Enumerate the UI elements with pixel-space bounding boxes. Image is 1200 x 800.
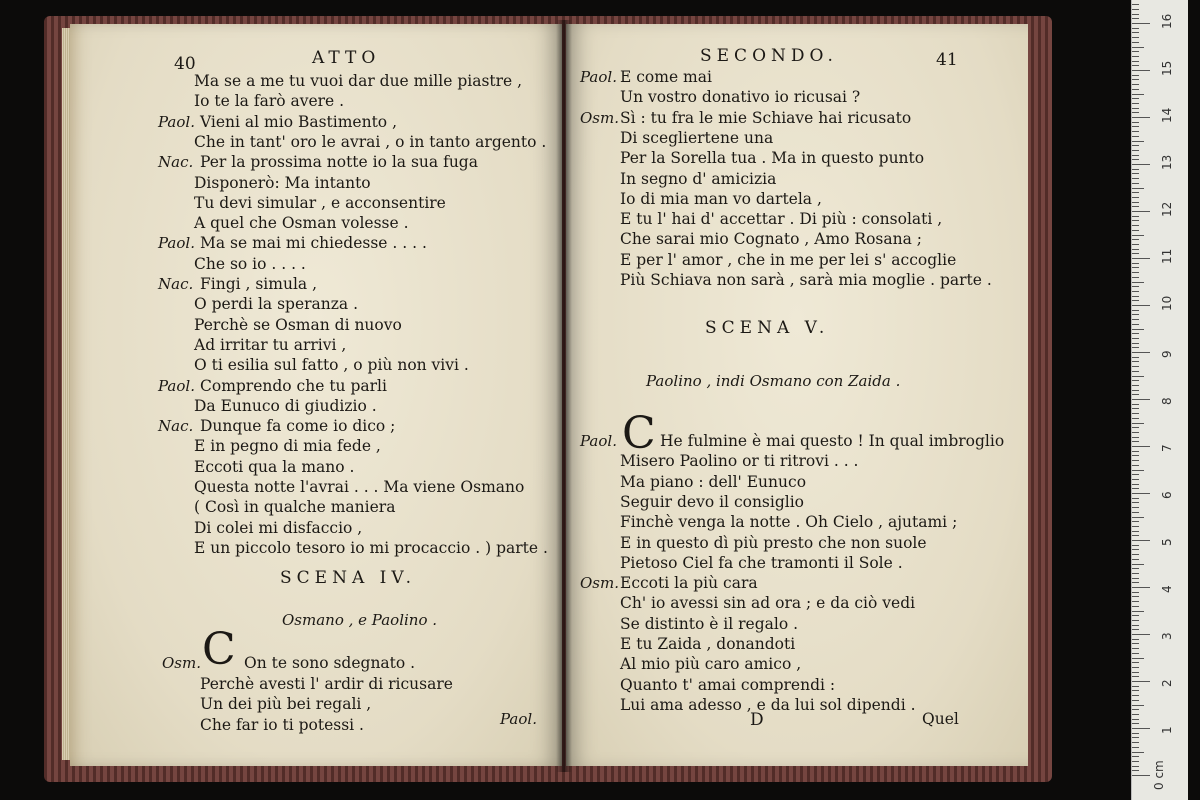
left-verse-line-14: O ti esilia sul fatto , o più non vivi . — [194, 356, 469, 375]
right-scene-line-2: Ma piano : dell' Eunuco — [620, 472, 807, 491]
ruler-tick — [1132, 361, 1139, 362]
right-verse-line-3: Di scegliertene una — [620, 128, 774, 147]
ruler-tick — [1132, 376, 1144, 377]
right-verse-line-4: Per la Sorella tua . Ma in questo punto — [620, 149, 925, 168]
ruler-tick — [1132, 347, 1139, 348]
ruler-tick — [1132, 47, 1144, 48]
ruler-tick — [1132, 639, 1139, 640]
ruler-tick — [1132, 761, 1139, 762]
left-drop-cap: C — [202, 624, 236, 675]
right-scene-line-1: Misero Paolino or ti ritrovi . . . — [620, 452, 859, 471]
left-catchword: Paol. — [500, 710, 537, 728]
left-scene-speaker: Osm. — [162, 654, 201, 672]
ruler-unit-label: 0 cm — [1152, 760, 1166, 790]
ruler-tick — [1132, 126, 1139, 127]
ruler-tick — [1132, 695, 1139, 696]
ruler-tick — [1132, 258, 1150, 259]
ruler-tick — [1132, 164, 1150, 165]
left-scene-line-1: Perchè avesti l' ardir di ricusare — [200, 674, 453, 693]
ruler-tick — [1132, 615, 1139, 616]
ruler-tick — [1132, 51, 1139, 52]
ruler-tick — [1132, 517, 1144, 518]
ruler-tick — [1132, 225, 1139, 226]
left-verse-line-6: Tu devi simular , e acconsentire — [194, 193, 446, 212]
right-verse-line-10: Più Schiava non sarà , sarà mia moglie . parte . — [620, 271, 992, 289]
ruler-tick — [1132, 192, 1139, 193]
ruler-number-2: 2 — [1160, 679, 1174, 687]
ruler-tick — [1132, 79, 1139, 80]
ruler-tick — [1132, 9, 1139, 10]
right-scene-line-9: Se distinto è il regalo . — [620, 614, 799, 633]
ruler-tick — [1132, 28, 1139, 29]
right-signature-mark: D — [750, 710, 764, 730]
right-verse-line-8: Che sarai mio Cognato , Amo Rosana ; — [620, 230, 922, 249]
ruler-number-9: 9 — [1160, 350, 1174, 358]
ruler-tick — [1132, 366, 1139, 367]
ruler-tick — [1132, 568, 1139, 569]
ruler-tick — [1132, 756, 1139, 757]
ruler-tick — [1132, 18, 1139, 19]
left-verse-line-2: Vieni al mio Bastimento , — [200, 112, 397, 131]
left-verse-line-9: Che so io . . . . — [194, 254, 306, 273]
ruler-tick — [1132, 249, 1139, 250]
ruler-tick — [1132, 14, 1139, 15]
ruler-tick — [1132, 620, 1139, 621]
ruler-tick — [1132, 305, 1150, 306]
ruler-tick — [1132, 42, 1139, 43]
left-cast-list: Osmano , e Paolino . — [282, 611, 438, 629]
ruler-tick — [1132, 84, 1139, 85]
ruler-number-15: 15 — [1160, 60, 1174, 76]
right-scene-line-6: Pietoso Ciel fa che tramonti il Sole . — [620, 553, 903, 572]
ruler-tick — [1132, 197, 1139, 198]
right-scene-line-0: He fulmine è mai questo ! In qual imbroglio — [660, 432, 1005, 450]
ruler-tick — [1132, 300, 1139, 301]
ruler-tick — [1132, 394, 1139, 395]
ruler-tick — [1132, 521, 1139, 522]
ruler-tick — [1132, 65, 1139, 66]
ruler-number-1: 1 — [1160, 726, 1174, 734]
ruler-tick — [1132, 559, 1139, 560]
ruler-tick — [1132, 658, 1144, 659]
ruler-tick — [1132, 159, 1139, 160]
right-page-number: 41 — [936, 50, 958, 70]
ruler-tick — [1132, 564, 1144, 565]
right-scene-line-4: Finchè venga la notte . Oh Cielo , ajutami ; — [620, 513, 958, 532]
ruler-tick — [1132, 202, 1139, 203]
ruler-tick — [1132, 220, 1139, 221]
ruler-tick — [1132, 333, 1139, 334]
ruler-tick — [1132, 385, 1139, 386]
ruler-tick — [1132, 690, 1139, 691]
ruler-tick — [1132, 578, 1139, 579]
right-scene-line-10: E tu Zaida , donandoti — [620, 635, 796, 653]
ruler-tick — [1132, 770, 1139, 771]
ruler-tick — [1132, 427, 1139, 428]
ruler-tick — [1132, 23, 1150, 24]
ruler-tick — [1132, 728, 1150, 729]
left-verse-line-0: Ma se a me tu vuoi dar due mille piastre , — [194, 72, 523, 90]
ruler-tick — [1132, 479, 1139, 480]
ruler-tick — [1132, 103, 1139, 104]
ruler-tick — [1132, 733, 1139, 734]
measurement-ruler — [1131, 0, 1188, 800]
ruler-tick — [1132, 582, 1139, 583]
ruler-tick — [1132, 244, 1139, 245]
left-verse-line-17: Dunque fa come io dico ; — [200, 417, 396, 436]
right-verse-speaker-2: Osm. — [580, 108, 619, 127]
ruler-tick — [1132, 512, 1139, 513]
ruler-tick — [1132, 150, 1139, 151]
right-scene-line-8: Ch' io avessi sin ad ora ; e da ciò vedi — [620, 594, 916, 613]
left-scene-line-0: On te sono sdegnato . — [244, 654, 416, 672]
ruler-tick — [1132, 413, 1139, 414]
ruler-tick — [1132, 267, 1139, 268]
right-drop-cap: C — [622, 408, 656, 459]
left-verse-line-22: Di colei mi disfaccio , — [194, 518, 363, 537]
ruler-tick — [1132, 399, 1150, 400]
left-verse-line-4: Per la prossima notte io la sua fuga — [200, 153, 478, 172]
ruler-tick — [1132, 390, 1139, 391]
ruler-tick — [1132, 451, 1139, 452]
right-verse-line-2: Sì : tu fra le mie Schiave hai ricusato — [620, 108, 912, 127]
left-verse-speaker-17: Nac. — [158, 417, 194, 436]
ruler-tick — [1132, 634, 1150, 635]
ruler-tick — [1132, 89, 1139, 90]
ruler-tick — [1132, 460, 1139, 461]
left-verse-line-1: Io te la farò avere . — [194, 92, 345, 111]
right-verse-line-5: In segno d' amicizia — [620, 169, 777, 188]
ruler-tick — [1132, 667, 1139, 668]
left-scene-line-2: Un dei più bei regali , — [200, 695, 372, 713]
right-running-header: SECONDO. — [700, 46, 838, 66]
left-verse-line-20: Questa notte l'avrai . . . Ma viene Osmano — [194, 478, 525, 496]
ruler-tick — [1132, 742, 1139, 743]
ruler-tick — [1132, 4, 1139, 5]
ruler-tick — [1132, 535, 1139, 536]
left-running-header: ATTO — [312, 48, 381, 68]
ruler-tick — [1132, 155, 1139, 156]
right-scene-speaker: Paol. — [580, 432, 617, 450]
ruler-tick — [1132, 493, 1150, 494]
ruler-tick — [1132, 188, 1144, 189]
left-verse-speaker-8: Paol. — [158, 234, 195, 253]
ruler-tick — [1132, 141, 1144, 142]
ruler-tick — [1132, 338, 1139, 339]
right-scene-line-3: Seguir devo il consiglio — [620, 492, 805, 511]
ruler-tick — [1132, 686, 1139, 687]
ruler-tick — [1132, 611, 1144, 612]
ruler-tick — [1132, 672, 1139, 673]
ruler-tick — [1132, 625, 1139, 626]
ruler-tick — [1132, 296, 1139, 297]
ruler-tick — [1132, 545, 1139, 546]
ruler-tick — [1132, 502, 1139, 503]
ruler-tick — [1132, 705, 1144, 706]
ruler-number-7: 7 — [1160, 444, 1174, 452]
ruler-tick — [1132, 423, 1144, 424]
ruler-tick — [1132, 291, 1139, 292]
ruler-tick — [1132, 329, 1144, 330]
left-verse-speaker-4: Nac. — [158, 153, 194, 172]
ruler-tick — [1132, 239, 1139, 240]
left-verse-line-8: Ma se mai mi chiedesse . . . . — [200, 234, 427, 253]
ruler-tick — [1132, 601, 1139, 602]
ruler-tick — [1132, 235, 1144, 236]
ruler-number-4: 4 — [1160, 585, 1174, 593]
ruler-number-3: 3 — [1160, 632, 1174, 640]
ruler-tick — [1132, 112, 1139, 113]
left-verse-line-19: Eccoti qua la mano . — [194, 457, 355, 476]
ruler-tick — [1132, 549, 1139, 550]
ruler-tick — [1132, 314, 1139, 315]
ruler-tick — [1132, 136, 1139, 137]
ruler-tick — [1132, 766, 1139, 767]
ruler-tick — [1132, 131, 1139, 132]
ruler-tick — [1132, 56, 1139, 57]
ruler-tick — [1132, 117, 1150, 118]
ruler-tick — [1132, 648, 1139, 649]
ruler-tick — [1132, 70, 1150, 71]
ruler-tick — [1132, 343, 1139, 344]
ruler-tick — [1132, 263, 1139, 264]
ruler-tick — [1132, 488, 1139, 489]
ruler-tick — [1132, 253, 1139, 254]
ruler-tick — [1132, 629, 1139, 630]
ruler-tick — [1132, 404, 1139, 405]
left-verse-speaker-2: Paol. — [158, 112, 195, 131]
ruler-tick — [1132, 455, 1139, 456]
left-verse-line-23: E un piccolo tesoro io mi procaccio . ) parte . — [194, 538, 548, 557]
ruler-tick — [1132, 643, 1139, 644]
ruler-tick — [1132, 206, 1139, 207]
left-verse-line-11: O perdi la speranza . — [194, 295, 359, 314]
ruler-tick — [1132, 94, 1144, 95]
right-scene-line-7: Eccoti la più cara — [620, 574, 758, 593]
ruler-number-16: 16 — [1160, 13, 1174, 29]
left-verse-speaker-15: Paol. — [158, 376, 195, 395]
right-scene-title: SCENA V. — [705, 318, 830, 338]
book-gutter — [556, 20, 572, 772]
ruler-number-14: 14 — [1160, 107, 1174, 123]
ruler-tick — [1132, 61, 1139, 62]
ruler-number-12: 12 — [1160, 201, 1174, 217]
ruler-tick — [1132, 32, 1139, 33]
ruler-tick — [1132, 432, 1139, 433]
ruler-tick — [1132, 286, 1139, 287]
left-verse-line-3: Che in tant' oro le avrai , o in tanto argento . — [194, 132, 547, 151]
ruler-tick — [1132, 211, 1150, 212]
right-scene-line-12: Quanto t' amai comprendi : — [620, 675, 836, 694]
left-scene-title: SCENA IV. — [280, 568, 417, 588]
ruler-tick — [1132, 700, 1139, 701]
ruler-tick — [1132, 437, 1139, 438]
ruler-tick — [1132, 380, 1139, 381]
ruler-tick — [1132, 507, 1139, 508]
left-verse-line-18: E in pegno di mia fede , — [194, 437, 381, 456]
ruler-tick — [1132, 216, 1139, 217]
ruler-tick — [1132, 169, 1139, 170]
ruler-tick — [1132, 596, 1139, 597]
ruler-tick — [1132, 592, 1139, 593]
ruler-tick — [1132, 747, 1139, 748]
right-verse-line-6: Io di mia man vo dartela , — [620, 189, 822, 208]
ruler-tick — [1132, 752, 1144, 753]
left-verse-line-7: A quel che Osman volesse . — [194, 214, 409, 233]
ruler-number-8: 8 — [1160, 397, 1174, 405]
right-scene-line-11: Al mio più caro amico , — [620, 655, 802, 674]
ruler-tick — [1132, 324, 1139, 325]
left-page-number: 40 — [174, 54, 196, 74]
ruler-tick — [1132, 737, 1139, 738]
ruler-tick — [1132, 474, 1139, 475]
ruler-tick — [1132, 775, 1150, 776]
left-verse-line-13: Ad irritar tu arrivi , — [194, 335, 347, 354]
right-cast-list: Paolino , indi Osmano con Zaida . — [646, 372, 901, 390]
ruler-tick — [1132, 714, 1139, 715]
ruler-tick — [1132, 531, 1139, 532]
ruler-tick — [1132, 446, 1150, 447]
ruler-tick — [1132, 319, 1139, 320]
ruler-tick — [1132, 554, 1139, 555]
right-verse-speaker-0: Paol. — [580, 68, 617, 86]
left-verse-line-10: Fingi , simula , — [200, 275, 317, 293]
left-verse-line-15: Comprendo che tu parli — [200, 376, 387, 395]
left-verse-speaker-10: Nac. — [158, 275, 194, 293]
ruler-tick — [1132, 606, 1139, 607]
ruler-tick — [1132, 573, 1139, 574]
ruler-tick — [1132, 587, 1150, 588]
right-catchword: Quel — [922, 710, 959, 728]
ruler-tick — [1132, 357, 1139, 358]
ruler-tick — [1132, 145, 1139, 146]
ruler-tick — [1132, 98, 1139, 99]
left-verse-line-16: Da Eunuco di giudizio . — [194, 396, 377, 415]
ruler-tick — [1132, 653, 1139, 654]
ruler-tick — [1132, 408, 1139, 409]
right-scene-line-5: E in questo dì più presto che non suole — [620, 533, 927, 552]
right-scene-speaker-7: Osm. — [580, 574, 619, 593]
ruler-number-13: 13 — [1160, 154, 1174, 170]
ruler-tick — [1132, 484, 1139, 485]
left-verse-line-21: ( Così in qualche maniera — [194, 498, 396, 517]
ruler-tick — [1132, 418, 1139, 419]
ruler-tick — [1132, 723, 1139, 724]
ruler-tick — [1132, 681, 1150, 682]
left-verse-line-12: Perchè se Osman di nuovo — [194, 315, 402, 334]
ruler-tick — [1132, 709, 1139, 710]
ruler-tick — [1132, 108, 1139, 109]
ruler-tick — [1132, 441, 1139, 442]
ruler-number-6: 6 — [1160, 491, 1174, 499]
ruler-tick — [1132, 75, 1139, 76]
ruler-tick — [1132, 282, 1144, 283]
left-scene-line-3: Che far io ti potessi . — [200, 715, 364, 734]
ruler-tick — [1132, 540, 1150, 541]
ruler-tick — [1132, 498, 1139, 499]
right-verse-line-0: E come mai — [620, 68, 712, 86]
ruler-number-10: 10 — [1160, 295, 1174, 311]
ruler-tick — [1132, 676, 1139, 677]
ruler-tick — [1132, 122, 1139, 123]
right-scene-line-13: Lui ama adesso , e da lui sol dipendi . — [620, 695, 916, 714]
ruler-tick — [1132, 662, 1139, 663]
ruler-tick — [1132, 37, 1139, 38]
ruler-tick — [1132, 470, 1144, 471]
right-verse-line-9: E per l' amor , che in me per lei s' accoglie — [620, 250, 957, 269]
left-verse-line-5: Disponerò: Ma intanto — [194, 173, 371, 192]
ruler-tick — [1132, 277, 1139, 278]
ruler-tick — [1132, 526, 1139, 527]
ruler-tick — [1132, 183, 1139, 184]
ruler-tick — [1132, 719, 1139, 720]
ruler-tick — [1132, 173, 1139, 174]
ruler-tick — [1132, 230, 1139, 231]
ruler-number-5: 5 — [1160, 538, 1174, 546]
right-verse-line-1: Un vostro donativo io ricusai ? — [620, 88, 861, 107]
ruler-tick — [1132, 371, 1139, 372]
right-verse-line-7: E tu l' hai d' accettar . Di più : consolati , — [620, 210, 943, 229]
ruler-number-11: 11 — [1160, 248, 1174, 264]
ruler-tick — [1132, 178, 1139, 179]
ruler-tick — [1132, 310, 1139, 311]
ruler-tick — [1132, 272, 1139, 273]
ruler-tick — [1132, 465, 1139, 466]
ruler-tick — [1132, 352, 1150, 353]
